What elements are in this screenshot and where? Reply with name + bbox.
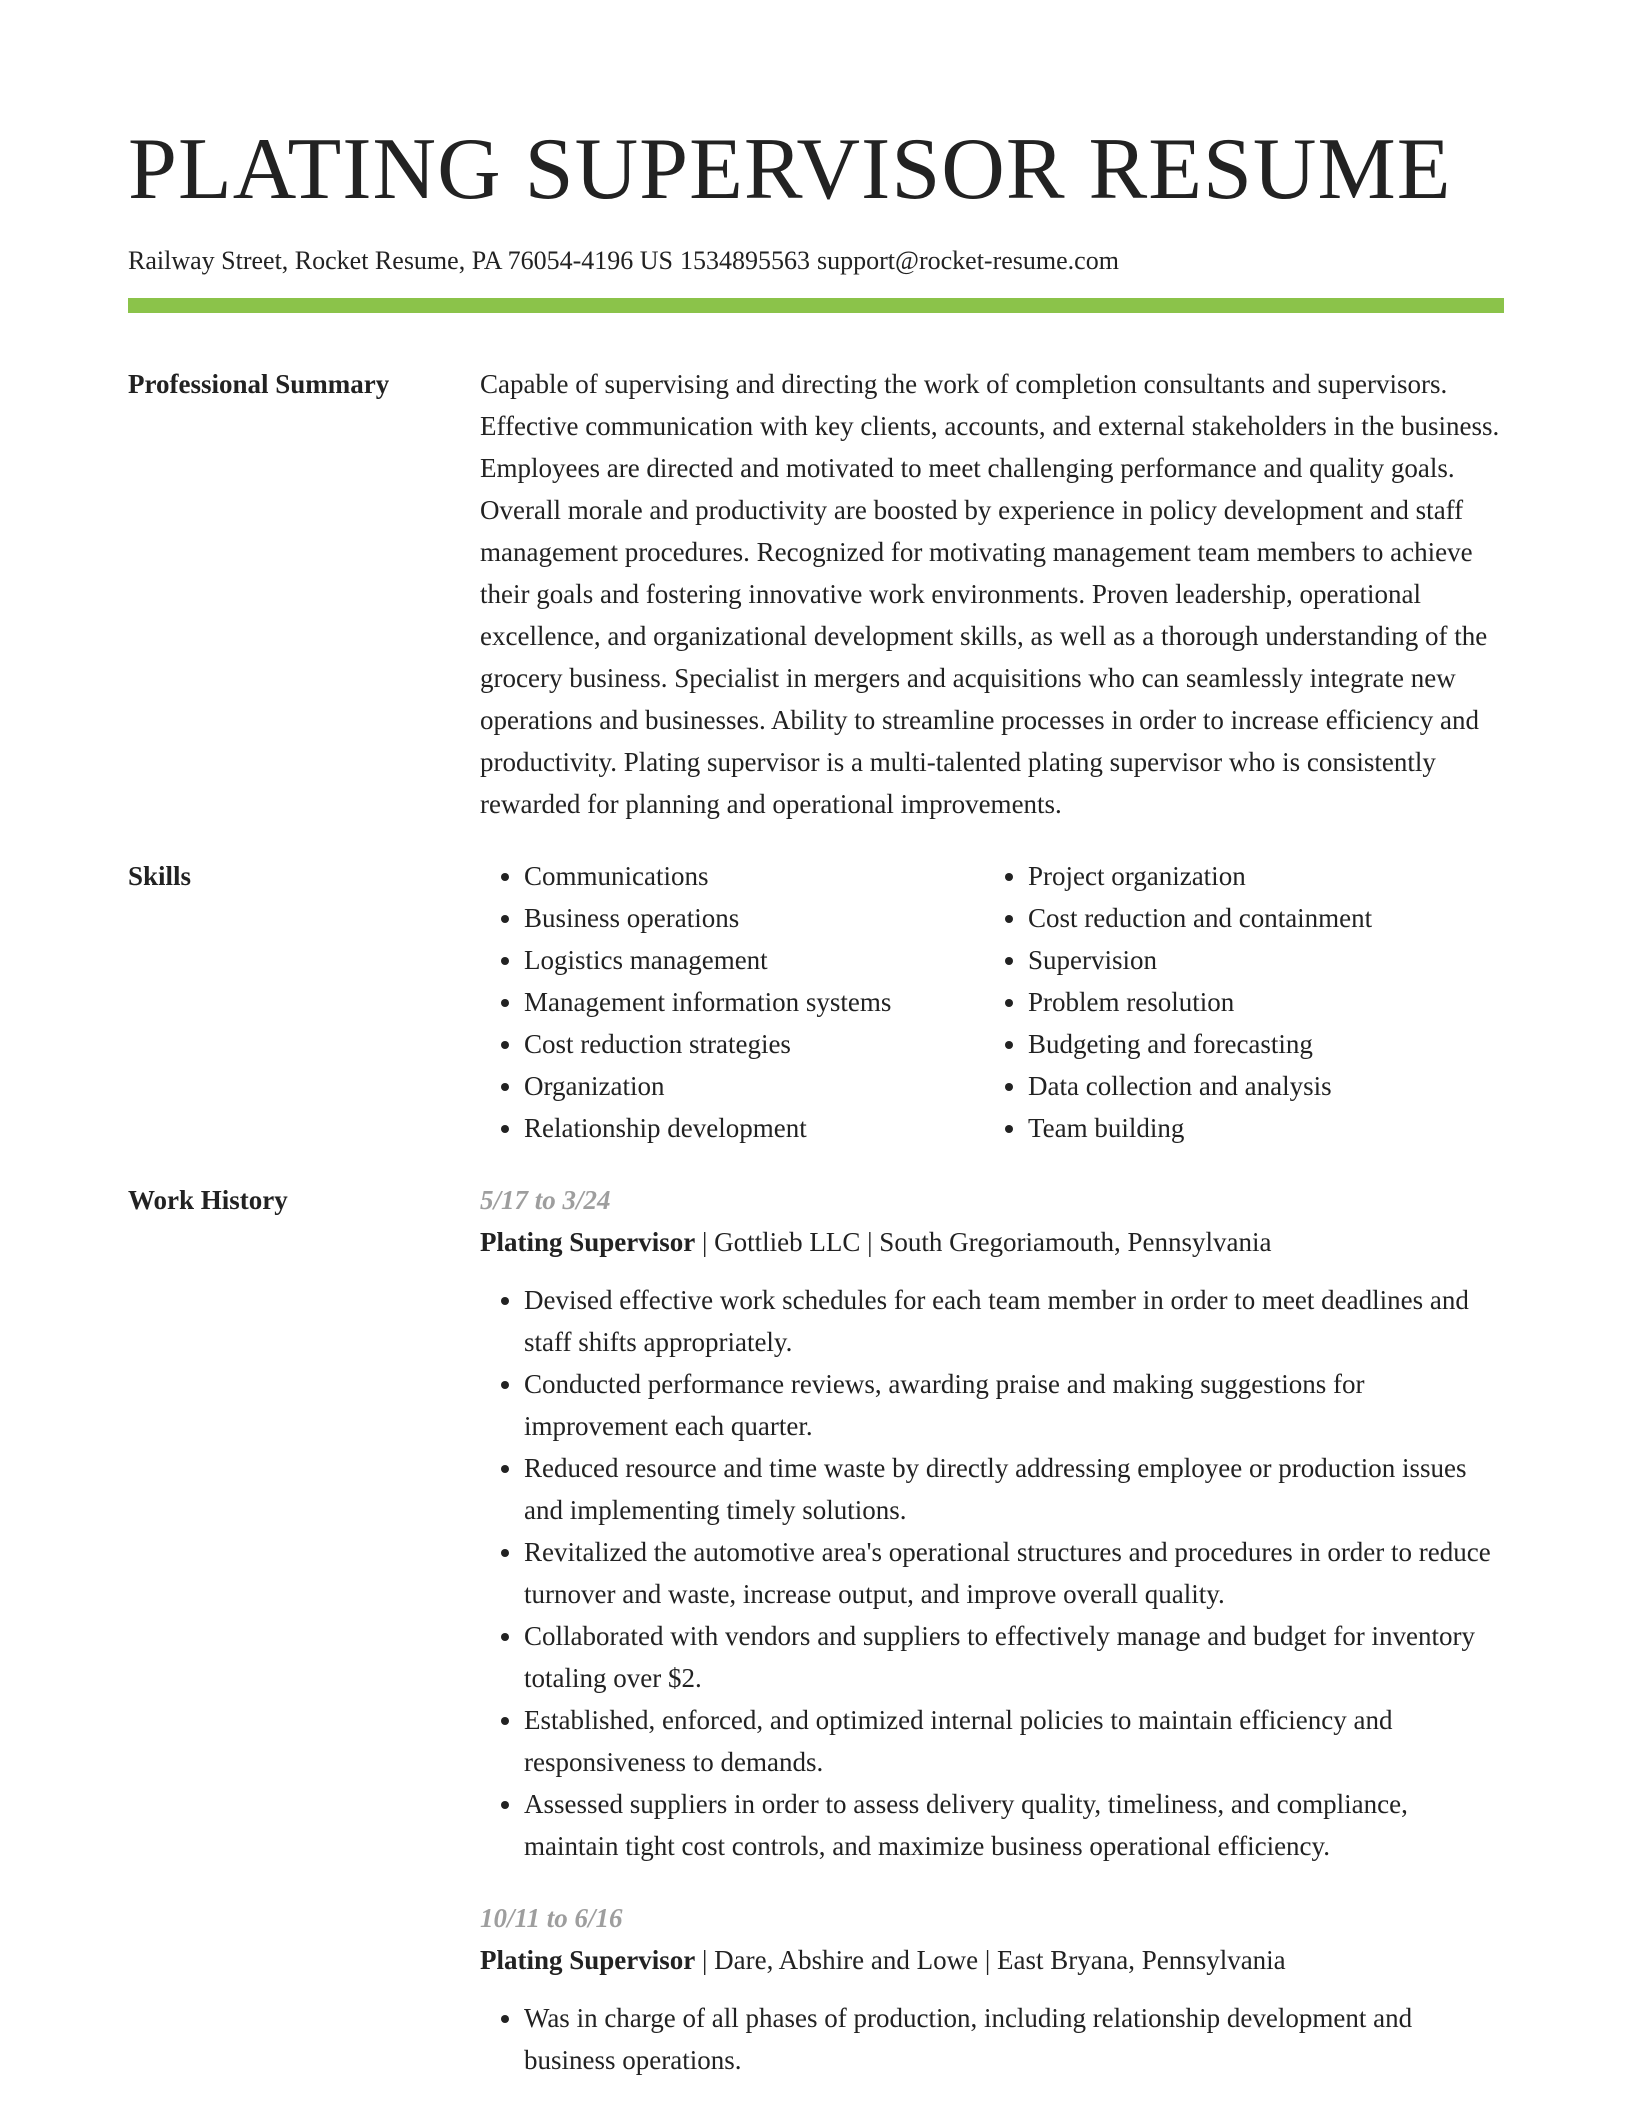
skill-item: • Team building — [1028, 1107, 1488, 1149]
work-history-section — [128, 1179, 1504, 2081]
skills-heading: Skills — [128, 861, 192, 891]
job-bullets — [480, 1997, 1504, 2081]
summary-section — [128, 363, 1504, 825]
summary-heading: Professional Summary — [128, 369, 390, 399]
skills-section — [128, 855, 1504, 1149]
summary-text: Capable of supervising and directing the work of completion consultants and supervisors. Effective communication with key clients, accounts, and external stakeholders in the business. Employees are directed and motivated to meet challenging performance and quality goals. Overall morale and productivity are boosted by experience in policy development and staff management procedures. Recognized for motivating management team members to achieve their goals and fostering innovative work environments. Proven leadership, operational excellence, and organizational development skills, as well as a thorough understanding of the grocery business. Specialist in mergers and acquisitions who can seamlessly integrate new operations and businesses. Ability to streamline processes in order to increase efficiency and productivity. Plating supervisor is a multi-talented plating supervisor who is consistently rewarded for planning and operational improvements. — [480, 369, 1500, 819]
header-divider — [128, 298, 1504, 313]
contact-address: Railway Street, Rocket Resume, PA 76054-4196 US — [128, 246, 674, 275]
skill-item: • Project organization — [1028, 855, 1488, 897]
skills-list-right — [984, 855, 1488, 1149]
skill-item: • Supervision — [1028, 939, 1488, 981]
job-bullet: • Conducted performance reviews, awarding praise and making suggestions for improvement each quarter. — [524, 1363, 1504, 1447]
job-title: Plating Supervisor — [480, 1227, 696, 1257]
job-bullet: • Established, enforced, and optimized internal policies to maintain efficiency and responsiveness to demands. — [524, 1699, 1504, 1783]
job-title-line — [480, 1221, 1504, 1263]
job-bullet: • Revitalized the automotive area's operational structures and procedures in order to reduce turnover and waste, increase output, and improve overall quality. — [524, 1531, 1504, 1615]
job-details: | Dare, Abshire and Lowe | East Bryana, Pennsylvania — [695, 1945, 1286, 1975]
job-details: | Gottlieb LLC | South Gregoriamouth, Pennsylvania — [695, 1227, 1272, 1257]
job-bullets — [480, 1279, 1504, 1867]
resume-page — [128, 120, 1504, 2081]
skill-item: • Management information systems — [524, 981, 984, 1023]
job-entry — [480, 1897, 1504, 2081]
skill-item: • Problem resolution — [1028, 981, 1488, 1023]
job-title: Plating Supervisor — [480, 1945, 696, 1975]
resume-title: PLATING SUPERVISOR RESUME — [128, 121, 1452, 218]
job-title-line — [480, 1939, 1504, 1981]
skill-item: • Business operations — [524, 897, 984, 939]
skill-item: • Organization — [524, 1065, 984, 1107]
job-dates: 10/11 to 6/16 — [480, 1903, 623, 1933]
skill-item: • Communications — [524, 855, 984, 897]
job-bullet: • Reduced resource and time waste by directly addressing employee or production issues and implementing timely solutions. — [524, 1447, 1504, 1531]
skill-item: • Logistics management — [524, 939, 984, 981]
job-entry — [480, 1179, 1504, 1867]
job-bullet: • Collaborated with vendors and suppliers to effectively manage and budget for inventory totaling over $2. — [524, 1615, 1504, 1699]
skill-item: • Cost reduction strategies — [524, 1023, 984, 1065]
skill-item: • Relationship development — [524, 1107, 984, 1149]
job-bullet: • Devised effective work schedules for each team member in order to meet deadlines and staff shifts appropriately. — [524, 1279, 1504, 1363]
skill-item: • Cost reduction and containment — [1028, 897, 1488, 939]
skills-list-left — [480, 855, 984, 1149]
contact-email: support@rocket-resume.com — [817, 246, 1119, 275]
job-bullet: • Was in charge of all phases of production, including relationship development and business operations. — [524, 1997, 1504, 2081]
contact-phone: 1534895563 — [680, 246, 811, 275]
job-dates: 5/17 to 3/24 — [480, 1185, 611, 1215]
skill-item: • Budgeting and forecasting — [1028, 1023, 1488, 1065]
job-bullet: • Assessed suppliers in order to assess delivery quality, timeliness, and compliance, maintain tight cost controls, and maximize business operational efficiency. — [524, 1783, 1504, 1867]
work-history-heading: Work History — [128, 1185, 288, 1215]
contact-line — [128, 246, 1504, 276]
skill-item: • Data collection and analysis — [1028, 1065, 1488, 1107]
